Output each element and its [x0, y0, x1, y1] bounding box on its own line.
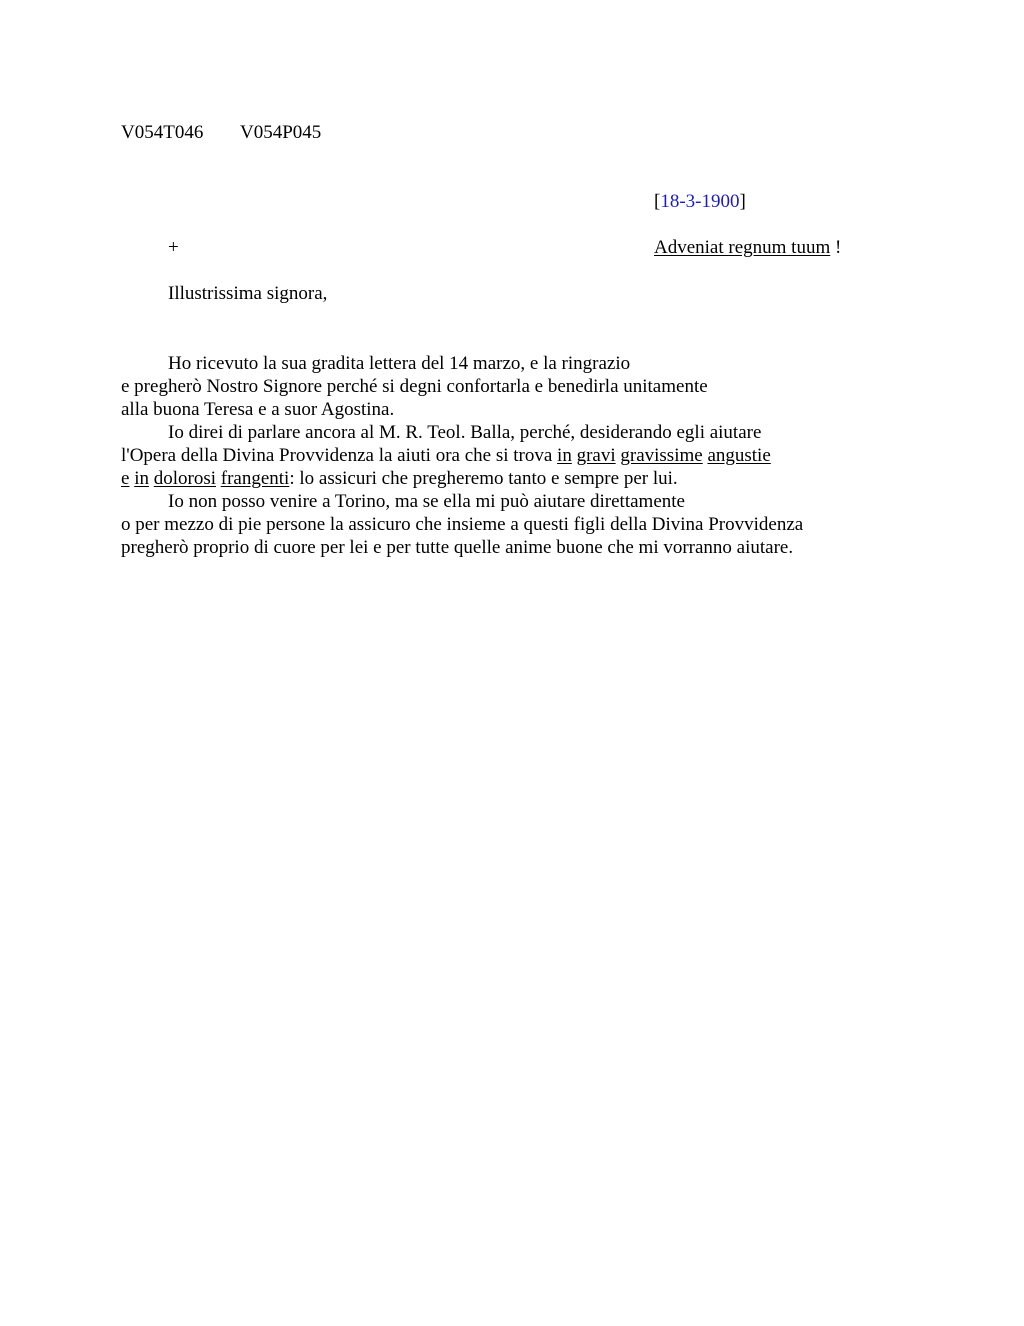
body-line: pregherò proprio di cuore per lei e per tutte quelle anime buone che mi vorranno aiutare.: [121, 537, 794, 558]
body-line: alla buona Teresa e a suor Agostina.: [121, 399, 395, 420]
body-line: [121, 444, 881, 467]
underlined-word: in: [557, 445, 572, 466]
motto-punctuation: !: [830, 237, 842, 258]
date-value: 18-3-1900: [660, 191, 740, 212]
date-open-bracket: [: [654, 191, 661, 212]
underlined-word: in: [134, 468, 149, 489]
reference-code-page: V054P045: [240, 122, 322, 143]
reference-code-text: V054T046: [121, 122, 204, 143]
underlined-word: dolorosi: [153, 468, 216, 489]
cross-symbol: +: [168, 237, 179, 258]
body-fragment: : lo assicuri che pregheremo tanto e sempre per lui.: [289, 468, 678, 489]
body-line: e pregherò Nostro Signore perché si degni confortarla e benedirla unitamente: [121, 376, 708, 397]
underlined-word: e: [121, 468, 130, 489]
underlined-word: angustie: [707, 445, 771, 466]
body-line: Io direi di parlare ancora al M. R. Teol. Balla, perché, desiderando egli aiutare: [168, 422, 762, 443]
underlined-word: frangenti: [220, 468, 290, 489]
underlined-word: gravissime: [620, 445, 703, 466]
body-fragment: l'Opera della Divina Provvidenza la aiuti ora che si trova: [121, 445, 558, 466]
salutation: Illustrissima signora,: [168, 283, 328, 304]
motto: [654, 236, 841, 259]
letter-body: [121, 352, 881, 559]
underlined-word: gravi: [576, 445, 616, 466]
motto-text: Adveniat regnum tuum: [654, 237, 831, 258]
body-line: o per mezzo di pie persone la assicuro che insieme a questi figli della Divina Provvidenza: [121, 514, 804, 535]
body-line: Io non posso venire a Torino, ma se ella mi può aiutare direttamente: [168, 491, 685, 512]
body-line: [121, 467, 881, 490]
date-close-bracket: ]: [739, 191, 746, 212]
letter-date: [654, 190, 746, 213]
body-line: Ho ricevuto la sua gradita lettera del 14 marzo, e la ringrazio: [168, 353, 631, 374]
